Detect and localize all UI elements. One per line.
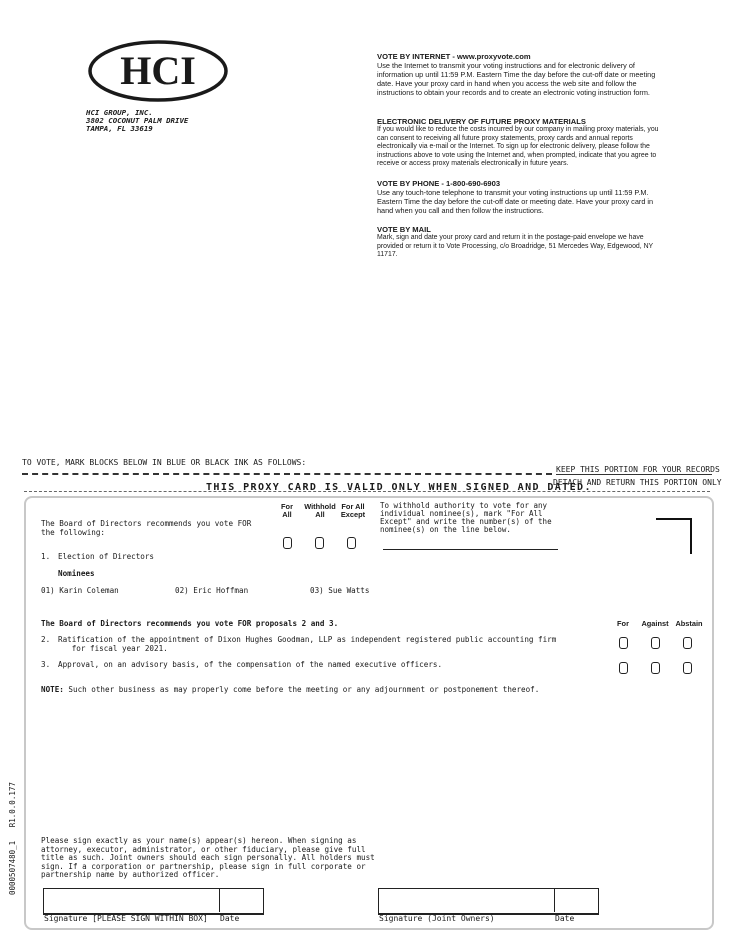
vote-mark-instruction: TO VOTE, MARK BLOCKS BELOW IN BLUE OR BLACK INK AS FOLLOWS: <box>22 458 307 467</box>
section-body: Use the Internet to transmit your voting instructions and for electronic delivery of information up until 11:59 P.M. Eastern Time the day before the cut-off date or meeting date. Have your proxy card in hand when you access the web site and follow the instructions to obtain your records and to create an electronic voting instruction form. <box>377 61 656 97</box>
nominees-label: Nominees <box>58 569 95 578</box>
vote-by-phone-section <box>377 179 659 215</box>
signing-instructions: Please sign exactly as your name(s) appear(s) hereon. When signing as attorney, executor, administrator, or other fiduciary, please give full title as such. Joint owners should each sign personally. All holders must sign. If a corporation or partnership, please sign in full corporate or partnership name by authorized officer. <box>41 836 375 880</box>
vote-by-internet-section <box>377 52 659 97</box>
address-line: 3802 COCONUT PALM DRIVE <box>86 116 189 125</box>
note-text: Such other business as may properly come before the meeting or any adjournment or postponement thereof. <box>63 685 540 694</box>
date-label-2: Date <box>555 914 575 923</box>
item-1-number: 1. <box>41 552 51 561</box>
withhold-instructions: To withhold authority to vote for any individual nominee(s), mark "For All Except" and write the number(s) of the nominee(s) on the line below. <box>380 501 552 534</box>
document-control-code: 0000507480_1 R1.0.0.177 <box>8 782 17 895</box>
address-line: TAMPA, FL 33619 <box>86 124 153 133</box>
date-divider-2 <box>554 888 555 912</box>
nominee-number-line[interactable] <box>383 549 558 550</box>
section-body: Mark, sign and date your proxy card and return it in the postage-paid envelope we have provided or return it to Vote Processing, c/o Broadridge, 51 Mercedes Way, Edgewood, NY 11717. <box>377 234 654 259</box>
keep-portion-label: KEEP THIS PORTION FOR YOUR RECORDS <box>556 465 720 474</box>
section-heading: VOTE BY PHONE - 1-800-690-6903 <box>377 179 501 188</box>
board-recommendation-2: The Board of Directors recommends you vote FOR proposals 2 and 3. <box>41 619 339 628</box>
card-validity-notice: THIS PROXY CARD IS VALID ONLY WHEN SIGNED AND DATED. <box>206 482 592 493</box>
company-address <box>86 109 188 133</box>
checkbox-for-all[interactable] <box>283 537 292 549</box>
col-for-all: For All <box>281 502 293 520</box>
nominee-1: 01) Karin Coleman <box>41 586 119 595</box>
item-3-text: Approval, on an advisory basis, of the compensation of the named executive officers. <box>58 660 443 669</box>
nominee-3: 03) Sue Watts <box>310 586 370 595</box>
detach-line <box>22 473 552 475</box>
scan-corner-mark <box>656 518 692 554</box>
col-for: For <box>617 619 629 628</box>
signature-label-2: Signature (Joint Owners) <box>379 914 495 923</box>
section-heading: ELECTRONIC DELIVERY OF FUTURE PROXY MATERIALS <box>377 117 586 126</box>
col-abstain: Abstain <box>675 619 703 628</box>
item-2-number: 2. <box>41 635 51 644</box>
col-for-all-except: For All Except <box>340 502 366 520</box>
col-withhold-all: Withhold All <box>304 502 336 520</box>
logo-text: HCI <box>120 48 196 93</box>
item-2-text: Ratification of the appointment of Dixon Hughes Goodman, LLP as independent registered public accounting firm for fiscal year 2021. <box>58 635 557 653</box>
section-body: If you would like to reduce the costs incurred by our company in mailing proxy materials, you can consent to receiving all future proxy statements, proxy cards and annual reports electronically via e-mail or the Internet. To sign up for electronic delivery, please follow the instructions above to vote using the Internet and, when prompted, indicate that you agree to receive or access proxy materials electronically in future years. <box>377 126 659 168</box>
checkbox-item-2-for[interactable] <box>619 637 628 649</box>
checkbox-withhold-all[interactable] <box>315 537 324 549</box>
checkbox-item-2-abstain[interactable] <box>683 637 692 649</box>
electronic-delivery-section <box>377 117 659 169</box>
checkbox-item-3-for[interactable] <box>619 662 628 674</box>
vote-by-mail-section <box>377 225 659 260</box>
item-3-number: 3. <box>41 660 51 669</box>
board-recommendation-1: The Board of Directors recommends you vote FOR the following: <box>41 519 252 537</box>
section-body: Use any touch-tone telephone to transmit your voting instructions up until 11:59 P.M. Eastern Time the day before the cut-off date or meeting date. Have your proxy card in hand when you call and then follow the instructions. <box>377 188 654 215</box>
section-heading: VOTE BY MAIL <box>377 225 431 234</box>
detach-portion-label: DETACH AND RETURN THIS PORTION ONLY <box>553 478 722 487</box>
nominee-2: 02) Eric Hoffman <box>175 586 249 595</box>
date-label-1: Date <box>220 914 240 923</box>
checkbox-item-3-abstain[interactable] <box>683 662 692 674</box>
checkbox-item-2-against[interactable] <box>651 637 660 649</box>
col-against: Against <box>641 619 669 628</box>
signature-label-1: Signature [PLEASE SIGN WITHIN BOX] <box>44 914 208 923</box>
card-top-dash <box>24 491 710 492</box>
note-label: NOTE: <box>41 685 64 694</box>
signature-box-2[interactable] <box>378 888 599 915</box>
signature-box-1[interactable] <box>43 888 264 915</box>
note <box>41 686 539 695</box>
item-1-text: Election of Directors <box>58 552 155 561</box>
address-line: HCI GROUP, INC. <box>86 108 153 117</box>
date-divider-1 <box>219 888 220 912</box>
keep-divider <box>556 474 712 475</box>
hci-logo <box>88 40 228 102</box>
checkbox-item-3-against[interactable] <box>651 662 660 674</box>
section-heading: VOTE BY INTERNET - www.proxyvote.com <box>377 52 531 61</box>
checkbox-for-all-except[interactable] <box>347 537 356 549</box>
